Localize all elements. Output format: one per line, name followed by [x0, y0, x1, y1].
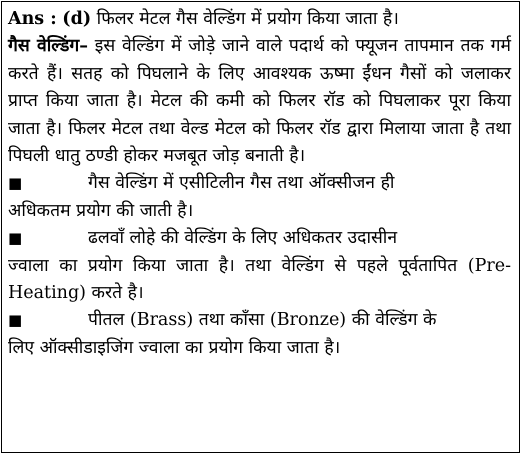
- answer-line: [8, 6, 511, 33]
- bullet-item-2: [8, 225, 511, 307]
- explanation-text: इस वेल्डिंग में जोड़े जाने वाले पदार्थ को फ्यूजन तापमान तक गर्म करते हैं। सतह को पिघलाने के लिए आवश्यक ऊष्मा ईंधन गैसों को जलाकर प्राप्त किया जाता है। मेटल की कमी को फिलर रॉड को पिघलाकर पूरा किया जाता है। फिलर मेटल तथा वेल्ड मेटल को फिलर रॉड द्वारा मिलाया जाता है तथा पिघली धातु ठण्डी होकर मजबूत जोड़ बनाती है।: [8, 36, 511, 167]
- bullet-3-first-line: पीतल (Brass) तथा काँसा (Bronze) की वेल्डिंग के: [88, 310, 437, 331]
- bullet-item-1: [8, 170, 511, 225]
- answer-option: (d): [62, 9, 92, 29]
- explanation-paragraph: [8, 33, 511, 170]
- square-bullet-icon: ■: [8, 311, 23, 330]
- answer-label: Ans :: [8, 9, 57, 29]
- bullet-1-first-line: गैस वेल्डिंग में एसीटिलीन गैस तथा ऑक्सीजन ही: [88, 173, 395, 194]
- answer-explanation-box: [1, 1, 520, 453]
- answer-text: फिलर मेटल गैस वेल्डिंग में प्रयोग किया जाता है।: [96, 9, 399, 29]
- bullet-2-first-line: ढलवाँ लोहे की वेल्डिंग के लिए अधिकतर उदासीन: [88, 228, 398, 249]
- bullet-3-continuation: लिए ऑक्सीडाइजिंग ज्वाला का प्रयोग किया जाता है।: [8, 337, 341, 358]
- explanation-term: गैस वेल्डिंग–: [8, 36, 88, 57]
- bullet-1-continuation: अधिकतम प्रयोग की जाती है।: [8, 200, 194, 221]
- bullet-2-continuation: ज्वाला का प्रयोग किया जाता है। तथा वेल्डिंग से पहले पूर्वतापित (Pre-Heating) करते है।: [8, 255, 511, 304]
- bullet-item-3: [8, 307, 511, 362]
- square-bullet-icon: ■: [8, 174, 23, 193]
- square-bullet-icon: ■: [8, 229, 23, 248]
